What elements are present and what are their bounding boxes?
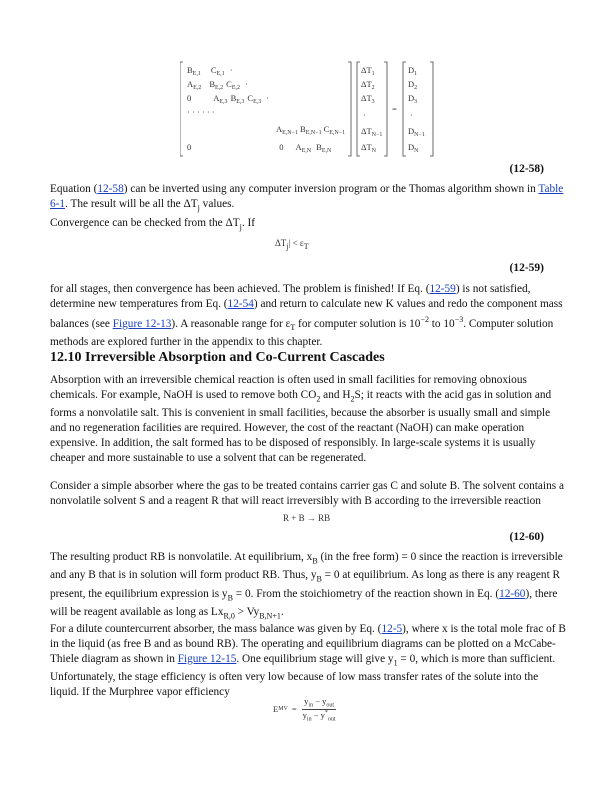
text: for computer solution is 10	[295, 317, 421, 330]
text: . Computer solution methods are explored further in the appendix to this chapter.	[50, 317, 554, 349]
section-heading: 12.10 Irreversible Absorption and Co-Current Cascades	[50, 350, 385, 365]
text: y	[304, 696, 309, 706]
subscript: T	[303, 241, 309, 251]
text: | < ε	[288, 238, 304, 248]
text: E	[273, 704, 279, 715]
link-eq-12-54[interactable]: 12-54	[227, 298, 254, 310]
subscript: j	[286, 241, 289, 251]
text: For a dilute countercurrent absorber, the mass balance was given by Eq. (	[50, 623, 382, 635]
text: ) and return to calculate new K values and redo the component mass balances (see	[50, 298, 563, 330]
text: to 10	[428, 317, 455, 330]
superscript: −2	[420, 315, 429, 324]
numerator	[302, 696, 336, 710]
text: = 0, which is more than sufficient. Unfortunately, the stage efficiency is often very low because of low mass transfer rates of the solute into the liquid. If the Murphree vapor efficiency	[50, 653, 556, 699]
subscript: R,0	[223, 611, 235, 620]
svg-text:ΔTN−1: $\Delta T_{N-1}$	[361, 126, 383, 138]
equation-12-60: R + B → RB	[283, 513, 331, 523]
link-eq-12-58[interactable]: 12-58	[97, 183, 124, 195]
text: . If	[241, 217, 256, 229]
subscript: out	[327, 716, 336, 723]
text: . The result will be all the ΔT	[65, 198, 198, 210]
paragraph-irreversible-absorption	[50, 373, 566, 466]
svg-text:00AE,NBE,N: 0 0 $A_{E,N}$ $B_{E,N}$	[187, 142, 332, 154]
subscript: B,N+1	[259, 611, 281, 620]
text: − y	[311, 709, 325, 720]
paragraph-convergence	[50, 216, 566, 234]
subscript: j	[197, 203, 200, 213]
text: Equation (	[50, 183, 98, 195]
svg-text:DN: $D_N$	[408, 142, 419, 154]
text: − y	[313, 696, 327, 706]
subscript: 2	[350, 394, 355, 404]
equation-number-59: (12-59)	[509, 262, 544, 274]
text: Convergence can be checked from the ΔT	[50, 217, 240, 229]
text: The resulting product RB is nonvolatile. At equilibrium, x	[50, 551, 313, 563]
text: .	[280, 605, 284, 618]
text: ), there will be reagent available as long as Lx	[50, 587, 558, 618]
subscript: in	[308, 702, 314, 709]
svg-text:=: =	[392, 104, 397, 114]
svg-text:0AE,3BE,3CE,3·: 0 $A_{E,3}$ $B_{E,3}$ $C_{E,3}$ ·	[187, 93, 270, 105]
text: y	[302, 709, 307, 720]
svg-text:·: ·	[363, 110, 366, 120]
svg-text:AE,2BE,2CE,2·: $A_{E,2}$ $B_{E,2}$ $C_{E,2}$ ·	[187, 79, 248, 91]
paragraph-inversion	[50, 182, 566, 215]
subscript: in	[306, 716, 312, 723]
link-table-6-1[interactable]: Table 6-1	[50, 183, 564, 210]
paragraph-convergence-result	[50, 282, 566, 350]
link-eq-12-60[interactable]: 12-60	[499, 587, 526, 600]
text: =	[291, 704, 297, 715]
text: ) can be inverted using any computer inversion program or the Thomas algorithm shown in	[123, 183, 539, 195]
subscript: 2	[316, 394, 321, 404]
denominator	[301, 710, 338, 723]
text: (in the free form) = 0 since the reaction is irreversible and any B that is in solution will form product RB. Thus, y	[50, 551, 563, 582]
paragraph-dilute-countercurrent	[50, 622, 566, 700]
superscript: −3	[454, 315, 464, 324]
superscript: *	[324, 709, 328, 716]
svg-text:ΔT2: $\Delta T_2$	[361, 79, 375, 91]
svg-text:BE,1CE,1·: $B_{E,1}$ $C_{E,1}$ ·	[187, 65, 233, 77]
svg-text:D3: $D_3$	[408, 93, 418, 105]
svg-text:D1: $D_1$	[408, 65, 418, 77]
text: for all stages, then convergence has been achieved. The problem is finished! If Eq. (	[50, 283, 430, 295]
link-eq-12-5[interactable]: 12-5	[381, 623, 403, 635]
paragraph-simple-absorber: Consider a simple absorber where the gas to be treated contains carrier gas C and solute B. The solvent contains a nonvolatile solvent S and a reagent R that will react irreversibly with B according to the irreversible reaction	[50, 480, 564, 507]
text: ΔT	[275, 238, 287, 248]
svg-text:ΔT1: $\Delta T_1$	[361, 65, 375, 77]
equation-number-60: (12-60)	[509, 531, 544, 543]
subscript: B	[316, 574, 322, 584]
svg-text:· · · · · ·: · · · · · ·	[187, 107, 215, 117]
fraction	[301, 696, 338, 722]
svg-text:ΔTN: $\Delta T_N$	[361, 142, 377, 154]
paragraph-equilibrium	[50, 550, 566, 623]
subscript: j	[239, 222, 242, 232]
text: S; it reacts with the acid gas in solution and forms a nonvolatile salt. This is convenient in small facilities, because the absorber is usually small and simple and no regeneration facilities are required. However, the cost of the reactant (NaOH) can make operation expensive. In addition, the salt formed has to be disposed of responsibly. In large-scale systems it is usually cheaper and more sustainable to use a solvent that can be regenerated.	[50, 389, 552, 465]
text: = 0 at equilibrium. As long as there is any reagent R present, the equilibrium expression is y	[50, 569, 561, 600]
svg-text:·: ·	[410, 110, 413, 120]
text: ), where x is the total mole frac of B in the liquid (as free B and as bound RB). The operating and equilibrium diagrams can be plotted on a McCabe-Thiele diagram as shown in	[50, 623, 566, 665]
link-figure-12-13[interactable]: Figure 12-13	[112, 317, 172, 330]
text: > Vy	[234, 605, 260, 618]
text: values.	[199, 198, 235, 210]
text: ). A reasonable range for ε	[171, 317, 291, 330]
equation-12-59	[275, 238, 309, 251]
subscript: B	[312, 556, 318, 566]
link-eq-12-59[interactable]: 12-59	[429, 283, 456, 295]
subscript: B	[227, 592, 233, 602]
text: Absorption with an irreversible chemical reaction is often used in small facilities for removing obnoxious chemicals. For example, NaOH is used to remove both CO	[50, 374, 527, 401]
link-figure-12-15[interactable]: Figure 12-15	[177, 653, 237, 665]
text: ) is not satisfied, determine new temperatures from Eq. (	[50, 283, 531, 310]
murphree-equation	[273, 696, 338, 722]
text: = 0. From the stoichiometry of the reaction shown in Eq. (	[232, 587, 500, 600]
matrix-equation	[180, 60, 442, 158]
text: and H	[320, 389, 351, 401]
equation-number-58: (12-58)	[509, 163, 544, 175]
subscript: MV	[278, 706, 288, 713]
svg-text:ΔT3: $\Delta T_3$	[361, 93, 375, 105]
svg-text:AE,N−1BE,N−1CE,N−1: $A_{E,N-1}$ $B_{E,N-1}$ $C_{E,N-1}$	[276, 124, 346, 136]
text: . One equilibrium stage will give y	[236, 653, 394, 665]
subscript: T	[290, 323, 296, 333]
subscript: 1	[393, 658, 398, 668]
subscript: out	[326, 702, 335, 709]
svg-text:D2: $D_2$	[408, 79, 418, 91]
svg-text:DN−1: $D_{N-1}$	[408, 126, 425, 138]
